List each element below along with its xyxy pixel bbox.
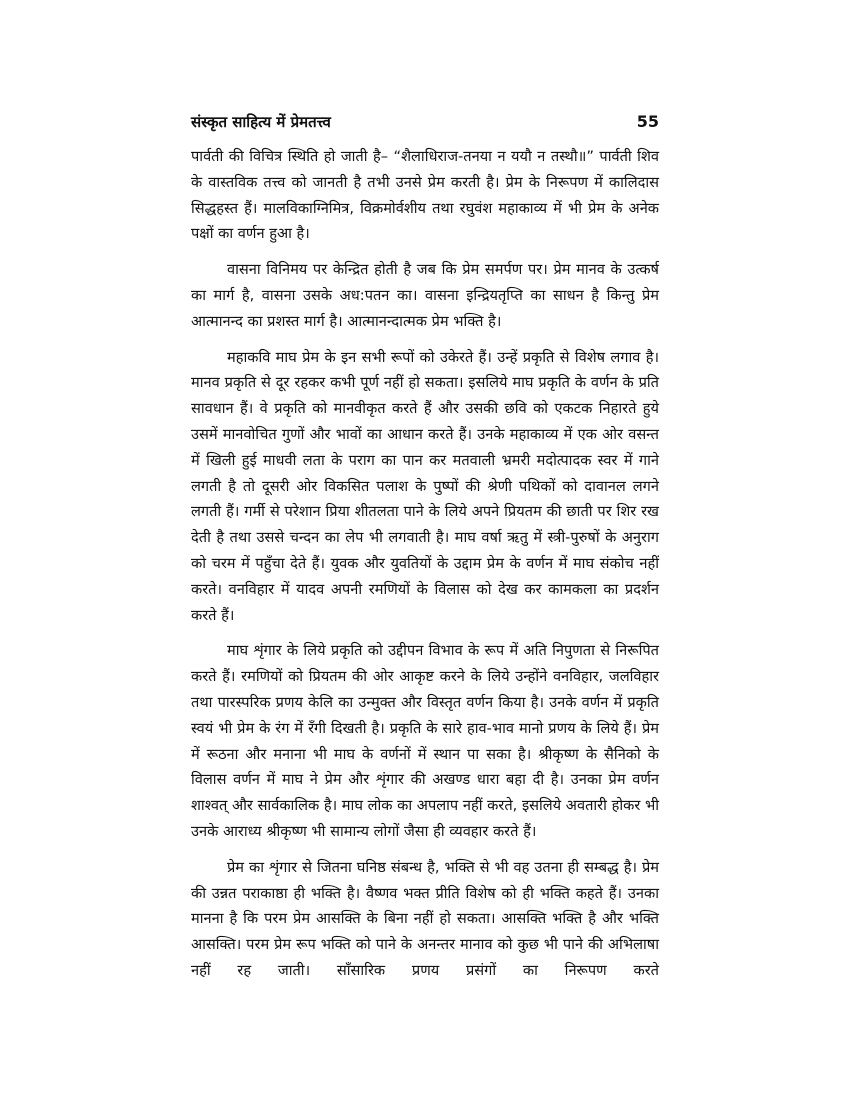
running-title: संस्कृत साहित्य में प्रेमतत्त्व bbox=[191, 113, 331, 131]
running-header bbox=[191, 112, 659, 144]
paragraph-1: पार्वती की विचित्र स्थिति हो जाती है– “शैलाधिराज-तनया न ययौ न तस्थौ॥” पार्वती शिव के वास्तविक तत्त्व को जानती है तभी उनसे प्रेम करती है। प्रेम के निरूपण में कालिदास सिद्धहस्त हैं। मालविकाग्निमित्र, विक्रमोर्वशीय तथा रघुवंश महाकाव्य में भी प्रेम के अनेक पक्षों का वर्णन हुआ है। bbox=[191, 148, 659, 243]
body-text bbox=[191, 144, 659, 984]
paragraph-4: माघ शृंगार के लिये प्रकृति को उद्दीपन विभाव के रूप में अति निपुणता से निरूपित करते हैं। रमणियों को प्रियतम की ओर आकृष्ट करने के लिये उन्होंने वनविहार, जलविहार तथा पारस्परिक प्रणय केलि का उन्मुक्त और विस्तृत वर्णन किया है। उनके वर्णन में प्रकृति स्वयं भी प्रेम के रंग में रँगी दिखती है। प्रकृति के सारे हाव-भाव मानो प्रणय के लिये हैं। प्रेम में रूठना और मनाना भी माघ के वर्णनों में स्थान पा सका है। श्रीकृष्ण के सैनिको के विलास वर्णन में माघ ने प्रेम और शृंगार की अखण्ड धारा बहा दी है। उनका प्रेम वर्णन शाश्वत् और सार्वकालिक है। माघ लोक का अपलाप नहीं करते, इसलिये अवतारी होकर भी उनके आराध्य श्रीकृष्ण भी सामान्य लोगों जैसा ही व्यवहार करते हैं। bbox=[191, 642, 659, 840]
paragraph-2: वासना विनिमय पर केन्द्रित होती है जब कि प्रेम समर्पण पर। प्रेम मानव के उत्कर्ष का मार्ग है, वासना उसके अध:पतन का। वासना इन्द्रियतृप्ति का साधन है किन्तु प्रेम आत्मानन्द का प्रशस्त मार्ग है। आत्मानन्दात्मक प्रेम भक्ति है। bbox=[191, 261, 659, 330]
paragraph-5: प्रेम का शृंगार से जितना घनिष्ठ संबन्ध है, भक्ति से भी वह उतना ही सम्बद्ध है। प्रेम की उन्नत पराकाष्ठा ही भक्ति है। वैष्णव भक्त प्रीति विशेष को ही भक्ति कहते हैं। उनका मानना है कि परम प्रेम आसक्ति के बिना नहीं हो सकता। आसक्ति भक्ति है और भक्ति आसक्ति। परम प्रेम रूप भक्ति को पाने के अनन्तर मानाव को कुछ भी पाने की अभिलाषा नहीं रह जाती। साँसारिक प्रणय प्रसंगों का निरूपण करते bbox=[191, 858, 659, 979]
page-number: 55 bbox=[636, 112, 659, 131]
book-page bbox=[191, 112, 659, 994]
paragraph-3: महाकवि माघ प्रेम के इन सभी रूपों को उकेरते हैं। उन्हें प्रकृति से विशेष लगाव है। मानव प्रकृति से दूर रहकर कभी पूर्ण नहीं हो सकता। इसलिये माघ प्रकृति के वर्णन के प्रति सावधान हैं। वे प्रकृति को मानवीकृत करते हैं और उसकी छवि को एकटक निहारते हुये उसमें मानवोचित गुणों और भावों का आधान करते हैं। उनके महाकाव्य में एक ओर वसन्त में खिली हुई माधवी लता के पराग का पान कर मतवाली भ्रमरी मदोत्पादक स्वर में गाने लगती है तो दूसरी ओर विकसित पलाश के पुष्पों की श्रेणी पथिकों को दावानल लगने लगती हैं। गर्मी से परेशान प्रिया शीतलता पाने के लिये अपने प्रियतम की छाती पर शिर रख देती है तथा उससे चन्दन का लेप भी लगवाती है। माघ वर्षा ऋतु में स्त्री-पुरुषों के अनुराग को चरम में पहुँचा देते हैं। युवक और युवतियों के उद्दाम प्रेम के वर्णन में माघ संकोच नहीं करते। वनविहार में यादव अपनी रमणियों के विलास को देख कर कामकला का प्रदर्शन करते हैं। bbox=[191, 348, 659, 624]
